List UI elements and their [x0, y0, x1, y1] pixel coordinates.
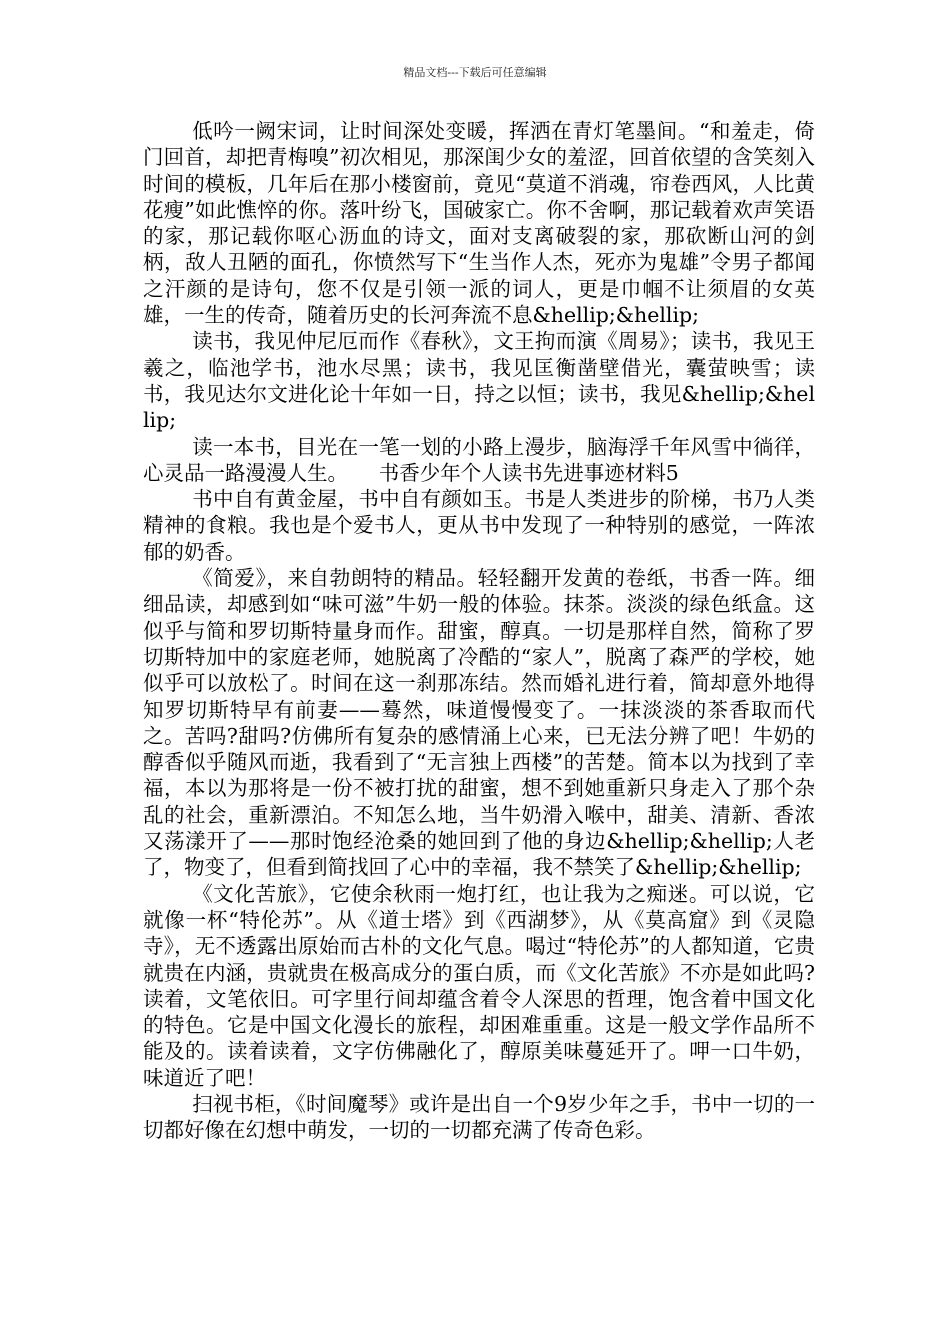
- paragraph-li-qingzhao: 低吟一阙宋词，让时间深处变暖，挥洒在青灯笔墨间。“和羞走，倚门回首，却把青梅嗅”初次相见，那深闺少女的羞涩，回首依望的含笑刻入时间的模板，几年后在那小楼窗前，竟见“莫道不消魂，帘卷西风，人比黄花瘦”如此憔悴的你。落叶纷飞，国破家亡。你不舍啊，那记载着欢声笑语的家，那记载你呕心沥血的诗文，面对支离破裂的家，那砍断山河的剑柄，敌人丑陋的面孔，你愤然写下“生当作人杰，死亦为鬼雄”令男子都闻之汗颜的是诗句，您不仅是引领一派的词人，更是巾帼不让须眉的女英雄，一生的传奇，随着历史的长河奔流不息&hellip;&hellip;: [143, 119, 815, 328]
- paragraph-reading-examples: 读书，我见仲尼厄而作《春秋》，文王拘而演《周易》；读书，我见王羲之，临池学书，池水尽黑；读书，我见匡衡凿壁借光，囊萤映雪；读书，我见达尔文进化论十年如一日，持之以恒；读书，我见&hellip;&hellip;: [143, 329, 815, 433]
- page-header: 精品文档---下载后可任意编辑: [403, 66, 547, 79]
- paragraph-reading-journey: 读一本书，目光在一笔一划的小路上漫步，脑海浮千年风雪中徜徉，心灵品一路漫漫人生。 书香少年个人读书先进事迹材料5: [143, 434, 815, 485]
- paragraph-cultural-journey: 《文化苦旅》，它使余秋雨一炮打红，也让我为之痴迷。可以说，它就像一杯“特伦苏”。从《道士塔》到《西湖梦》，从《莫高窟》到《灵隐寺》，无不透露出原始而古朴的文化气息。喝过“特伦苏”的人都知道，它贵就贵在内涵，贵就贵在极高成分的蛋白质，而《文化苦旅》不亦是如此吗?读着，文笔依旧。可字里行间却蕴含着令人深思的哲理，饱含着中国文化的特色。它是中国文化漫长的旅程，却困难重重。这是一般文学作品所不能及的。读着读着，文字仿佛融化了，醇原美味蔓延开了。呷一口牛奶，味道近了吧！: [143, 881, 815, 1090]
- document-body: [143, 118, 815, 1144]
- paragraph-time-harp: 扫视书柜，《时间魔琴》或许是出自一个9岁少年之手，书中一切的一切都好像在幻想中萌发，一切的一切都充满了传奇色彩。: [143, 1091, 815, 1143]
- paragraph-jane-eyre: 《简爱》，来自勃朗特的精品。轻轻翻开发黄的卷纸，书香一阵。细细品读，却感到如“味可滋”牛奶一般的体验。抹茶。淡淡的绿色纸盒。这似乎与简和罗切斯特量身而作。甜蜜，醇真。一切是那样自然，简称了罗切斯特加中的家庭老师，她脱离了冷酷的“家人”，脱离了森严的学校，她似乎可以放松了。时间在这一刹那冻结。然而婚礼进行着，简却意外地得知罗切斯特早有前妻——蓦然，味道慢慢变了。一抹淡淡的茶香取而代之。苦吗?甜吗?仿佛所有复杂的感情涌上心来，已无法分辨了吧！牛奶的醇香似乎随风而逝，我看到了“无言独上西楼”的苦楚。简本以为找到了幸福，本以为那将是一份不被打扰的甜蜜，想不到她重新只身走入了那个杂乱的社会，重新漂泊。不知怎么地，当牛奶滑入喉中，甜美、清新、香浓又荡漾开了——那时饱经沧桑的她回到了他的身边&hellip;&hellip;人老了，物变了，但看到简找回了心中的幸福，我不禁笑了&hellip;&hellip;: [143, 566, 815, 880]
- paragraph-books-intro: 书中自有黄金屋，书中自有颜如玉。书是人类进步的阶梯，书乃人类精神的食粮。我也是个爱书人，更从书中发现了一种特别的感觉，一阵浓郁的奶香。: [143, 487, 815, 564]
